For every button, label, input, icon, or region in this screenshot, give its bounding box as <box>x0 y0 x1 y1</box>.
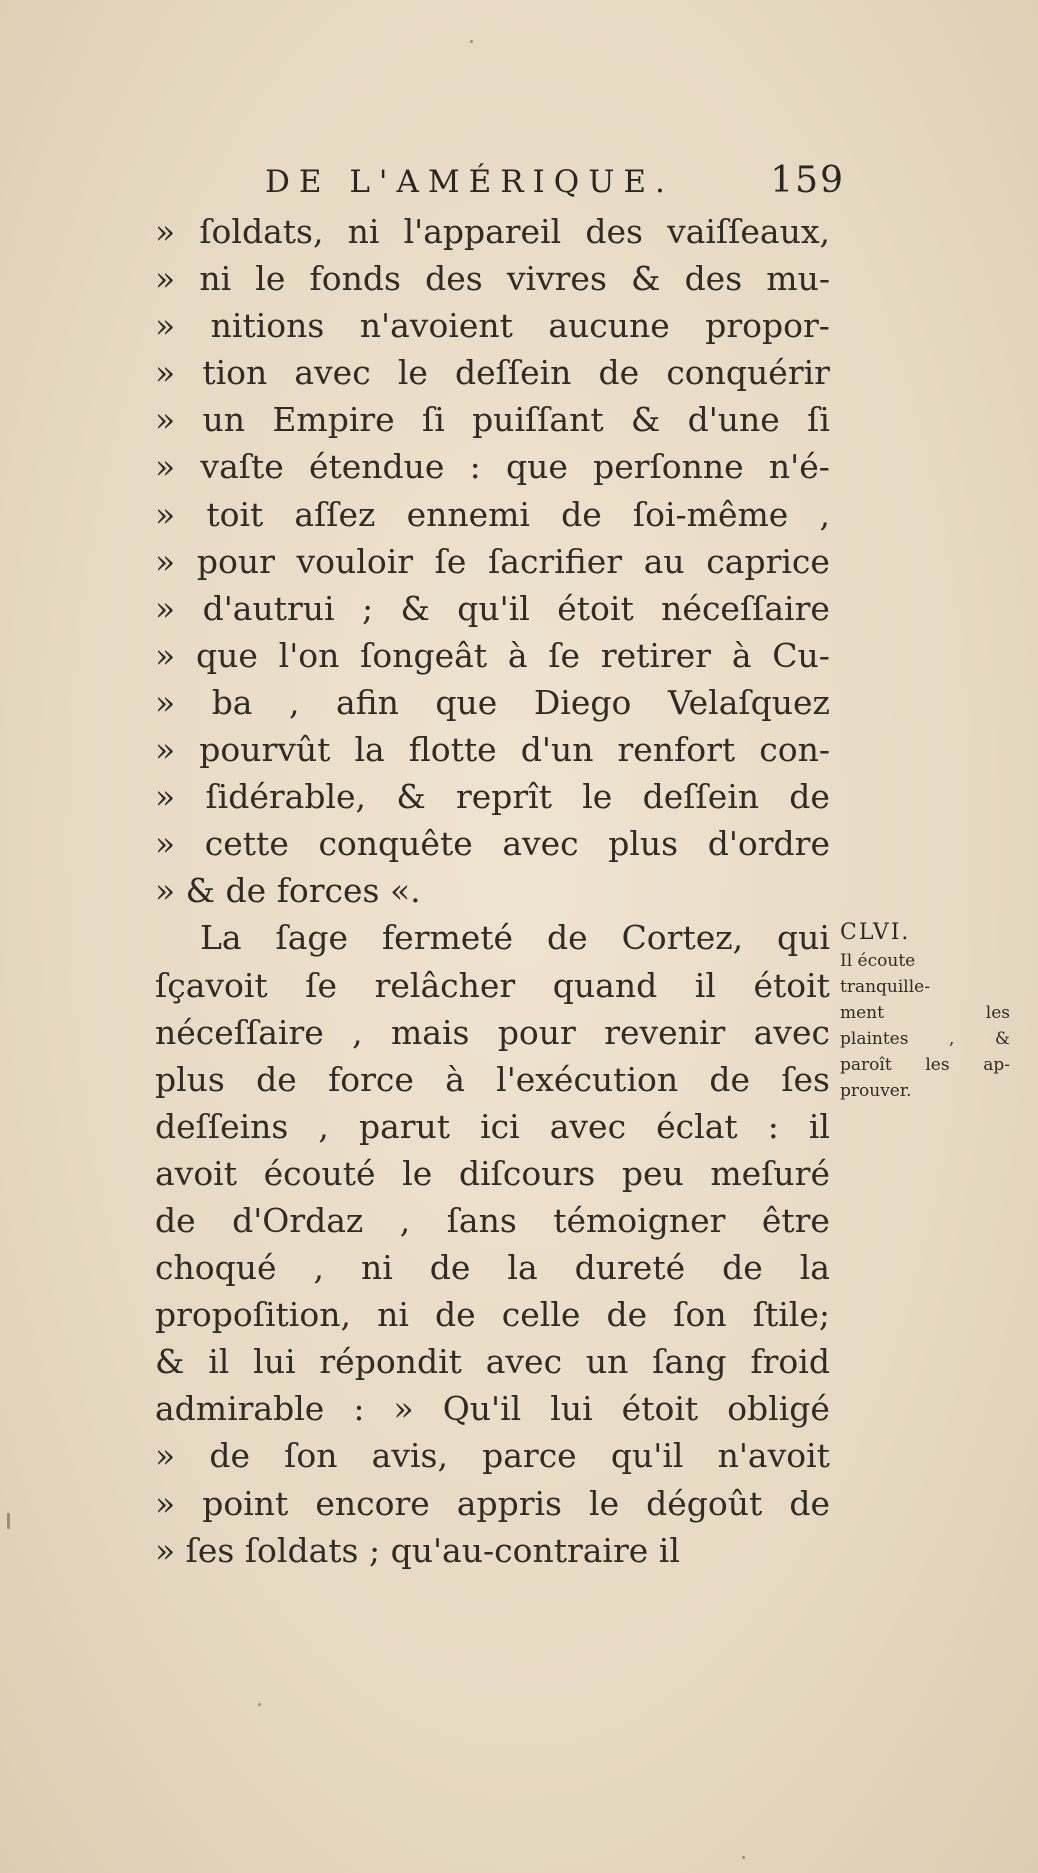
text-line: » vaſte étendue : que perſonne n'é- <box>155 447 830 487</box>
text-line: » un Empire ſi puiſſant & d'une ſi <box>155 400 830 440</box>
margin-note-line: plaintes , & <box>840 1029 1010 1049</box>
text-line: » & de forces «. <box>155 871 421 911</box>
text-line: » ſes ſoldats ; qu'au-contraire il <box>155 1530 680 1570</box>
margin-note-line: tranquille- <box>840 977 930 997</box>
text-line: » cette conquête avec plus d'ordre <box>155 824 830 864</box>
paper-speck <box>470 40 473 43</box>
text-line: » ſoldats, ni l'appareil des vaiſſeaux, <box>155 212 830 251</box>
paper-speck <box>7 1513 10 1529</box>
page-number: 159 <box>770 160 845 201</box>
margin-note <box>840 920 1010 1104</box>
running-head-title: DE L'AMÉRIQUE. <box>265 164 674 200</box>
text-line: ſçavoit ſe relâcher quand il étoit <box>155 965 830 1005</box>
text-line: propoſition, ni de celle de ſon ſtile; <box>155 1295 830 1335</box>
text-line: plus de force à l'exécution de ſes <box>155 1059 830 1099</box>
body-text <box>155 208 830 1574</box>
text-line: admirable : » Qu'il lui étoit obligé <box>155 1389 830 1429</box>
margin-note-line: paroît les ap- <box>840 1055 1010 1075</box>
text-line: » ba , afin que Diego Velaſquez <box>155 682 830 722</box>
paper-speck <box>258 1703 261 1706</box>
text-line: » nitions n'avoient aucune propor- <box>155 306 830 346</box>
running-head <box>265 160 845 201</box>
margin-note-line: Il écoute <box>840 951 916 971</box>
paper-speck <box>742 1856 745 1859</box>
text-line: avoit écouté le diſcours peu meſuré <box>155 1153 830 1193</box>
text-line: de d'Ordaz , ſans témoigner être <box>155 1200 830 1240</box>
text-line: » ſidérable, & reprît le deſſein de <box>155 777 830 817</box>
text-line: choqué , ni de la dureté de la <box>155 1248 830 1288</box>
text-line: » pourvût la flotte d'un renfort con- <box>155 730 830 770</box>
text-line: » de ſon avis, parce qu'il n'avoit <box>155 1436 830 1476</box>
text-line: » point encore appris le dégoût de <box>155 1483 830 1523</box>
margin-note-number: CLVI. <box>840 920 911 945</box>
margin-note-line: ment les <box>840 1003 1010 1023</box>
text-line: » ni le fonds des vivres & des mu- <box>155 259 830 299</box>
text-line: » toit aſſez ennemi de ſoi-même , <box>155 494 830 534</box>
text-line: » d'autrui ; & qu'il étoit néceſſaire <box>155 588 830 628</box>
margin-note-line: prouver. <box>840 1081 912 1101</box>
text-line: néceſſaire , mais pour revenir avec <box>155 1012 830 1052</box>
text-line: » pour vouloir ſe ſacrifier au caprice <box>155 541 830 581</box>
text-line: La ſage fermeté de Cortez, qui <box>200 918 830 958</box>
text-line: deſſeins , parut ici avec éclat : il <box>155 1106 830 1146</box>
text-line: » que l'on ſongeât à ſe retirer à Cu- <box>155 635 830 675</box>
text-line: & il lui répondit avec un ſang froid <box>155 1342 830 1382</box>
text-line: » tion avec le deſſein de conquérir <box>155 353 830 393</box>
